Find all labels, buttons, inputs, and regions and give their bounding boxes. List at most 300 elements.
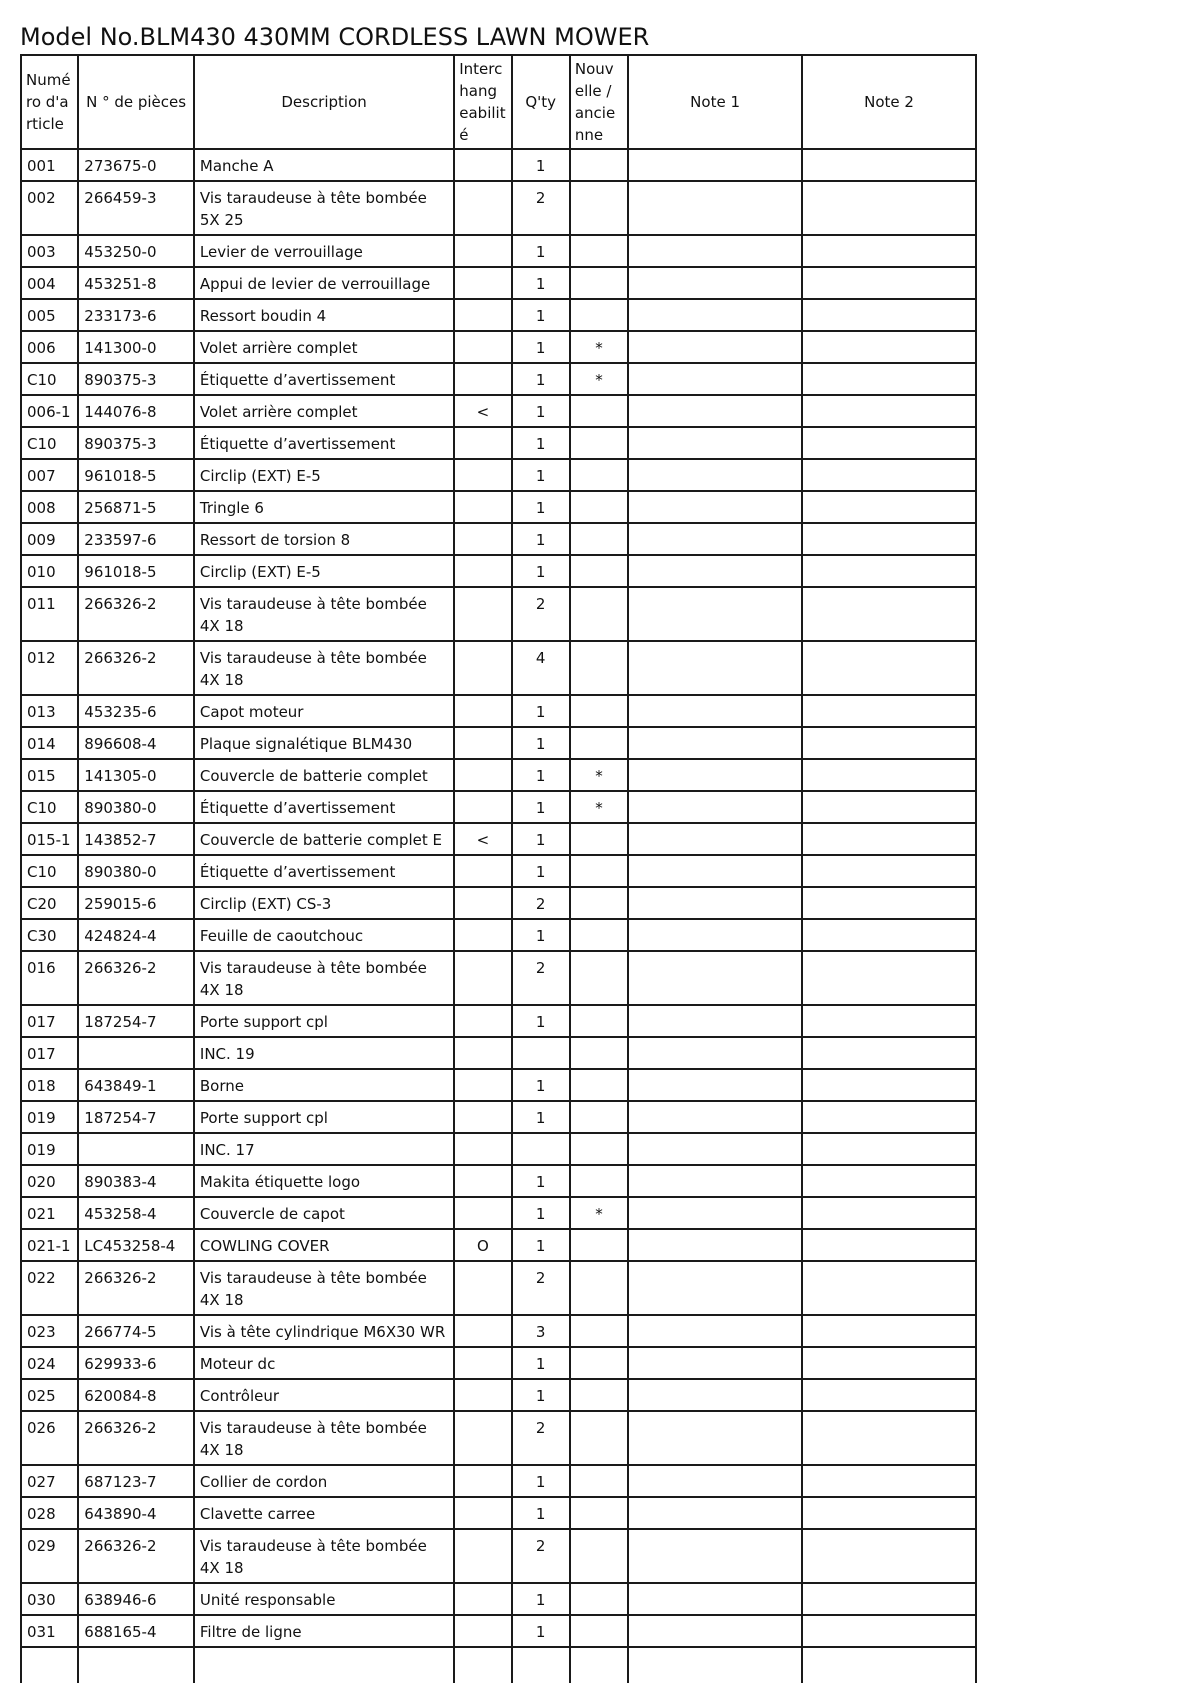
cell-new-old	[570, 491, 628, 523]
cell-interchangeability	[454, 1583, 511, 1615]
cell-qty: 1	[512, 459, 570, 491]
table-row	[21, 1229, 976, 1261]
cell-note-2	[802, 727, 976, 759]
cell-description: Porte support cpl	[194, 1005, 454, 1037]
cell-interchangeability	[454, 1315, 511, 1347]
cell-new-old	[570, 727, 628, 759]
cell-qty: 2	[512, 887, 570, 919]
table-row	[21, 1101, 976, 1133]
cell-part-no: LC453258-4	[78, 1229, 194, 1261]
table-row	[21, 1197, 976, 1229]
cell-note-1	[628, 587, 802, 641]
cell-item-no: 001	[21, 149, 78, 181]
table-row	[21, 1583, 976, 1615]
cell-part-no: 890380-0	[78, 855, 194, 887]
cell-qty: 1	[512, 1229, 570, 1261]
cell-qty: 1	[512, 1465, 570, 1497]
cell-description: Vis taraudeuse à tête bombée 4X 18	[194, 1529, 454, 1583]
cell-note-1	[628, 1005, 802, 1037]
cell-description: Circlip (EXT) E-5	[194, 555, 454, 587]
cell-part-no	[78, 1133, 194, 1165]
cell-note-1	[628, 523, 802, 555]
cell-qty: 1	[512, 235, 570, 267]
cell-interchangeability	[454, 887, 511, 919]
cell-note-1	[628, 267, 802, 299]
header-new-old-line: Nouv	[574, 60, 614, 78]
cell-part-no: 688165-4	[78, 1615, 194, 1647]
table-row	[21, 1465, 976, 1497]
cell-new-old	[570, 587, 628, 641]
cell-part-no: 890375-3	[78, 363, 194, 395]
cell-qty: 1	[512, 1379, 570, 1411]
cell-qty: 4	[512, 641, 570, 695]
table-row	[21, 427, 976, 459]
cell-part-no: 266326-2	[78, 1261, 194, 1315]
cell-note-2	[802, 1229, 976, 1261]
cell-description: Circlip (EXT) CS-3	[194, 887, 454, 919]
cell-interchangeability	[454, 523, 511, 555]
cell-item-no: C10	[21, 363, 78, 395]
table-row	[21, 299, 976, 331]
cell-item-no: 005	[21, 299, 78, 331]
cell-item-no: 018	[21, 1069, 78, 1101]
cell-item-no: C10	[21, 427, 78, 459]
cell-note-2	[802, 299, 976, 331]
cell-new-old	[570, 1101, 628, 1133]
cell-note-1	[628, 1165, 802, 1197]
cell-new-old	[570, 695, 628, 727]
table-row	[21, 919, 976, 951]
table-row	[21, 331, 976, 363]
cell-description: Collier de cordon	[194, 1465, 454, 1497]
cell-item-no: 010	[21, 555, 78, 587]
table-row	[21, 823, 976, 855]
cell-note-2	[802, 1465, 976, 1497]
cell-interchangeability	[454, 1615, 511, 1647]
cell-note-1	[628, 951, 802, 1005]
cell-interchangeability	[454, 1411, 511, 1465]
cell-note-2	[802, 267, 976, 299]
cell-qty: 1	[512, 855, 570, 887]
cell-new-old: *	[570, 759, 628, 791]
cell-note-2	[802, 1615, 976, 1647]
table-row	[21, 1261, 976, 1315]
cell-qty	[512, 1647, 570, 1683]
cell-note-1	[628, 1261, 802, 1315]
cell-item-no: 019	[21, 1101, 78, 1133]
cell-new-old	[570, 1261, 628, 1315]
cell-note-1	[628, 181, 802, 235]
table-row	[21, 951, 976, 1005]
cell-qty: 1	[512, 1101, 570, 1133]
cell-qty: 1	[512, 1197, 570, 1229]
cell-description: Étiquette d’avertissement	[194, 791, 454, 823]
cell-note-1	[628, 1465, 802, 1497]
cell-note-1	[628, 855, 802, 887]
cell-new-old	[570, 919, 628, 951]
cell-note-1	[628, 235, 802, 267]
cell-description: Couvercle de batterie complet	[194, 759, 454, 791]
cell-item-no: 009	[21, 523, 78, 555]
table-row	[21, 459, 976, 491]
cell-note-2	[802, 1037, 976, 1069]
table-row	[21, 1347, 976, 1379]
cell-qty: 1	[512, 1005, 570, 1037]
cell-new-old	[570, 641, 628, 695]
cell-note-2	[802, 1411, 976, 1465]
cell-item-no: 002	[21, 181, 78, 235]
cell-description: Feuille de caoutchouc	[194, 919, 454, 951]
cell-note-2	[802, 1101, 976, 1133]
cell-qty: 1	[512, 331, 570, 363]
cell-item-no: 022	[21, 1261, 78, 1315]
cell-interchangeability	[454, 299, 511, 331]
cell-interchangeability	[454, 919, 511, 951]
cell-note-1	[628, 1347, 802, 1379]
cell-description: Levier de verrouillage	[194, 235, 454, 267]
header-item-no-line: Numé	[26, 71, 71, 89]
cell-new-old	[570, 523, 628, 555]
cell-interchangeability	[454, 235, 511, 267]
cell-part-no: 187254-7	[78, 1101, 194, 1133]
cell-note-2	[802, 1583, 976, 1615]
cell-note-1	[628, 1411, 802, 1465]
cell-note-1	[628, 1647, 802, 1683]
cell-interchangeability	[454, 791, 511, 823]
cell-description: Borne	[194, 1069, 454, 1101]
cell-part-no: 643890-4	[78, 1497, 194, 1529]
cell-interchangeability	[454, 1379, 511, 1411]
cell-qty: 3	[512, 1315, 570, 1347]
cell-part-no: 259015-6	[78, 887, 194, 919]
table-row	[21, 1069, 976, 1101]
cell-part-no: 266326-2	[78, 587, 194, 641]
cell-qty: 2	[512, 181, 570, 235]
cell-new-old	[570, 823, 628, 855]
cell-part-no: 890375-3	[78, 427, 194, 459]
cell-qty: 1	[512, 1615, 570, 1647]
cell-note-2	[802, 555, 976, 587]
cell-qty: 1	[512, 823, 570, 855]
cell-interchangeability	[454, 363, 511, 395]
cell-part-no: 187254-7	[78, 1005, 194, 1037]
cell-qty: 1	[512, 299, 570, 331]
cell-item-no: 013	[21, 695, 78, 727]
cell-note-1	[628, 1069, 802, 1101]
cell-qty: 1	[512, 919, 570, 951]
table-row	[21, 887, 976, 919]
table-row	[21, 587, 976, 641]
header-interchangeability-line: é	[459, 126, 469, 144]
cell-item-no: 026	[21, 1411, 78, 1465]
cell-note-1	[628, 759, 802, 791]
cell-interchangeability	[454, 727, 511, 759]
cell-note-1	[628, 149, 802, 181]
cell-note-1	[628, 1529, 802, 1583]
cell-note-2	[802, 459, 976, 491]
cell-item-no: 017	[21, 1005, 78, 1037]
cell-interchangeability	[454, 1069, 511, 1101]
cell-interchangeability	[454, 459, 511, 491]
cell-part-no: 453250-0	[78, 235, 194, 267]
cell-interchangeability	[454, 1529, 511, 1583]
cell-description: Unité responsable	[194, 1583, 454, 1615]
cell-qty: 2	[512, 1529, 570, 1583]
cell-note-2	[802, 1005, 976, 1037]
cell-note-1	[628, 1583, 802, 1615]
header-interchangeability-line: hang	[459, 82, 497, 100]
header-description: Description	[194, 55, 454, 149]
header-interchangeability-line: Interc	[459, 60, 503, 78]
cell-new-old: *	[570, 1197, 628, 1229]
table-row	[21, 523, 976, 555]
cell-new-old	[570, 1465, 628, 1497]
cell-interchangeability	[454, 1165, 511, 1197]
cell-interchangeability	[454, 427, 511, 459]
cell-description: Vis taraudeuse à tête bombée 4X 18	[194, 1261, 454, 1315]
cell-item-no: 021-1	[21, 1229, 78, 1261]
cell-item-no: 019	[21, 1133, 78, 1165]
table-row	[21, 1379, 976, 1411]
cell-item-no: 027	[21, 1465, 78, 1497]
cell-qty: 1	[512, 791, 570, 823]
cell-interchangeability	[454, 855, 511, 887]
cell-part-no: 896608-4	[78, 727, 194, 759]
cell-interchangeability	[454, 555, 511, 587]
cell-note-2	[802, 331, 976, 363]
cell-description	[194, 1647, 454, 1683]
cell-note-1	[628, 331, 802, 363]
cell-part-no	[78, 1647, 194, 1683]
cell-new-old	[570, 1037, 628, 1069]
cell-description: Étiquette d’avertissement	[194, 363, 454, 395]
cell-part-no: 453258-4	[78, 1197, 194, 1229]
cell-item-no: 006	[21, 331, 78, 363]
header-new-old-line: nne	[574, 126, 604, 144]
cell-description: INC. 17	[194, 1133, 454, 1165]
cell-interchangeability	[454, 1347, 511, 1379]
cell-note-2	[802, 523, 976, 555]
cell-new-old	[570, 267, 628, 299]
cell-interchangeability	[454, 1647, 511, 1683]
table-row	[21, 1315, 976, 1347]
table-row	[21, 1005, 976, 1037]
cell-interchangeability: O	[454, 1229, 511, 1261]
cell-part-no: 141300-0	[78, 331, 194, 363]
cell-part-no: 961018-5	[78, 459, 194, 491]
cell-part-no: 620084-8	[78, 1379, 194, 1411]
cell-note-1	[628, 823, 802, 855]
cell-description: Étiquette d’avertissement	[194, 855, 454, 887]
cell-item-no: 004	[21, 267, 78, 299]
cell-description: Ressort de torsion 8	[194, 523, 454, 555]
cell-new-old	[570, 1615, 628, 1647]
cell-new-old	[570, 1583, 628, 1615]
cell-interchangeability	[454, 641, 511, 695]
table-row	[21, 695, 976, 727]
cell-new-old	[570, 1379, 628, 1411]
cell-note-2	[802, 1529, 976, 1583]
cell-note-2	[802, 791, 976, 823]
cell-qty: 1	[512, 523, 570, 555]
cell-qty: 2	[512, 1261, 570, 1315]
table-row	[21, 727, 976, 759]
cell-note-2	[802, 919, 976, 951]
cell-note-1	[628, 919, 802, 951]
cell-qty: 1	[512, 427, 570, 459]
cell-interchangeability	[454, 1261, 511, 1315]
cell-item-no: 007	[21, 459, 78, 491]
cell-part-no: 266326-2	[78, 1529, 194, 1583]
cell-qty	[512, 1037, 570, 1069]
cell-qty: 1	[512, 727, 570, 759]
table-row	[21, 363, 976, 395]
cell-note-2	[802, 1261, 976, 1315]
cell-new-old	[570, 427, 628, 459]
cell-part-no: 687123-7	[78, 1465, 194, 1497]
cell-item-no: 028	[21, 1497, 78, 1529]
cell-description: Vis taraudeuse à tête bombée 4X 18	[194, 587, 454, 641]
cell-description: Clavette carree	[194, 1497, 454, 1529]
header-item-no	[21, 55, 78, 149]
cell-description: Vis taraudeuse à tête bombée 4X 18	[194, 951, 454, 1005]
cell-note-2	[802, 1069, 976, 1101]
cell-note-2	[802, 1647, 976, 1683]
cell-item-no: 006-1	[21, 395, 78, 427]
cell-note-2	[802, 695, 976, 727]
cell-note-1	[628, 1229, 802, 1261]
cell-description: Capot moteur	[194, 695, 454, 727]
cell-note-2	[802, 951, 976, 1005]
parts-table-body	[21, 149, 976, 1683]
parts-table	[20, 54, 977, 1683]
table-row	[21, 1647, 976, 1683]
cell-item-no: 023	[21, 1315, 78, 1347]
cell-part-no: 141305-0	[78, 759, 194, 791]
cell-interchangeability	[454, 1465, 511, 1497]
cell-note-2	[802, 491, 976, 523]
table-row	[21, 267, 976, 299]
cell-interchangeability	[454, 181, 511, 235]
cell-note-2	[802, 855, 976, 887]
cell-new-old: *	[570, 363, 628, 395]
cell-qty: 1	[512, 555, 570, 587]
cell-qty: 1	[512, 1347, 570, 1379]
cell-new-old	[570, 1497, 628, 1529]
cell-new-old	[570, 1133, 628, 1165]
header-qty: Q'ty	[512, 55, 570, 149]
cell-qty: 2	[512, 587, 570, 641]
cell-qty: 2	[512, 951, 570, 1005]
page-title: Model No.BLM430 430MM CORDLESS LAWN MOWER	[20, 23, 650, 51]
cell-description: Appui de levier de verrouillage	[194, 267, 454, 299]
header-item-no-line: ro d'a	[26, 93, 69, 111]
cell-interchangeability	[454, 951, 511, 1005]
cell-description: Volet arrière complet	[194, 395, 454, 427]
table-row	[21, 759, 976, 791]
cell-part-no	[78, 1037, 194, 1069]
cell-item-no: 030	[21, 1583, 78, 1615]
cell-new-old	[570, 1315, 628, 1347]
cell-description: Tringle 6	[194, 491, 454, 523]
cell-new-old	[570, 1529, 628, 1583]
cell-note-1	[628, 395, 802, 427]
cell-qty: 1	[512, 1069, 570, 1101]
cell-note-2	[802, 235, 976, 267]
table-row	[21, 1133, 976, 1165]
cell-new-old	[570, 235, 628, 267]
cell-new-old	[570, 1411, 628, 1465]
cell-description: Contrôleur	[194, 1379, 454, 1411]
header-new-old	[570, 55, 628, 149]
table-row	[21, 395, 976, 427]
cell-note-2	[802, 149, 976, 181]
cell-part-no: 233173-6	[78, 299, 194, 331]
cell-note-1	[628, 363, 802, 395]
header-item-no-line: rticle	[26, 115, 64, 133]
cell-description: Vis taraudeuse à tête bombée 4X 18	[194, 641, 454, 695]
table-row	[21, 235, 976, 267]
cell-interchangeability	[454, 331, 511, 363]
cell-note-2	[802, 1165, 976, 1197]
cell-part-no: 143852-7	[78, 823, 194, 855]
cell-note-1	[628, 1615, 802, 1647]
cell-interchangeability	[454, 1005, 511, 1037]
cell-item-no: 020	[21, 1165, 78, 1197]
cell-qty: 1	[512, 1583, 570, 1615]
cell-qty: 1	[512, 1165, 570, 1197]
cell-interchangeability: <	[454, 823, 511, 855]
cell-note-1	[628, 887, 802, 919]
cell-new-old: *	[570, 331, 628, 363]
cell-note-1	[628, 459, 802, 491]
cell-description: Porte support cpl	[194, 1101, 454, 1133]
cell-new-old	[570, 459, 628, 491]
cell-part-no: 629933-6	[78, 1347, 194, 1379]
cell-interchangeability	[454, 587, 511, 641]
cell-interchangeability	[454, 695, 511, 727]
cell-item-no: 003	[21, 235, 78, 267]
header-new-old-line: ancie	[574, 104, 616, 122]
table-row	[21, 791, 976, 823]
cell-note-1	[628, 791, 802, 823]
header-note-1: Note 1	[628, 55, 802, 149]
cell-new-old	[570, 149, 628, 181]
cell-note-2	[802, 1379, 976, 1411]
cell-part-no: 453235-6	[78, 695, 194, 727]
cell-new-old: *	[570, 791, 628, 823]
cell-note-2	[802, 1197, 976, 1229]
table-row	[21, 641, 976, 695]
cell-description: Vis taraudeuse à tête bombée 4X 18	[194, 1411, 454, 1465]
cell-interchangeability	[454, 1133, 511, 1165]
cell-note-1	[628, 299, 802, 331]
cell-item-no: 025	[21, 1379, 78, 1411]
cell-part-no: 961018-5	[78, 555, 194, 587]
cell-item-no: 015-1	[21, 823, 78, 855]
cell-description: Moteur dc	[194, 1347, 454, 1379]
cell-part-no: 144076-8	[78, 395, 194, 427]
cell-item-no: 017	[21, 1037, 78, 1069]
cell-part-no: 890380-0	[78, 791, 194, 823]
cell-interchangeability	[454, 1197, 511, 1229]
cell-new-old	[570, 951, 628, 1005]
cell-note-2	[802, 1347, 976, 1379]
cell-description: Couvercle de batterie complet E	[194, 823, 454, 855]
cell-item-no: 021	[21, 1197, 78, 1229]
header-note-2: Note 2	[802, 55, 976, 149]
cell-part-no: 266326-2	[78, 951, 194, 1005]
